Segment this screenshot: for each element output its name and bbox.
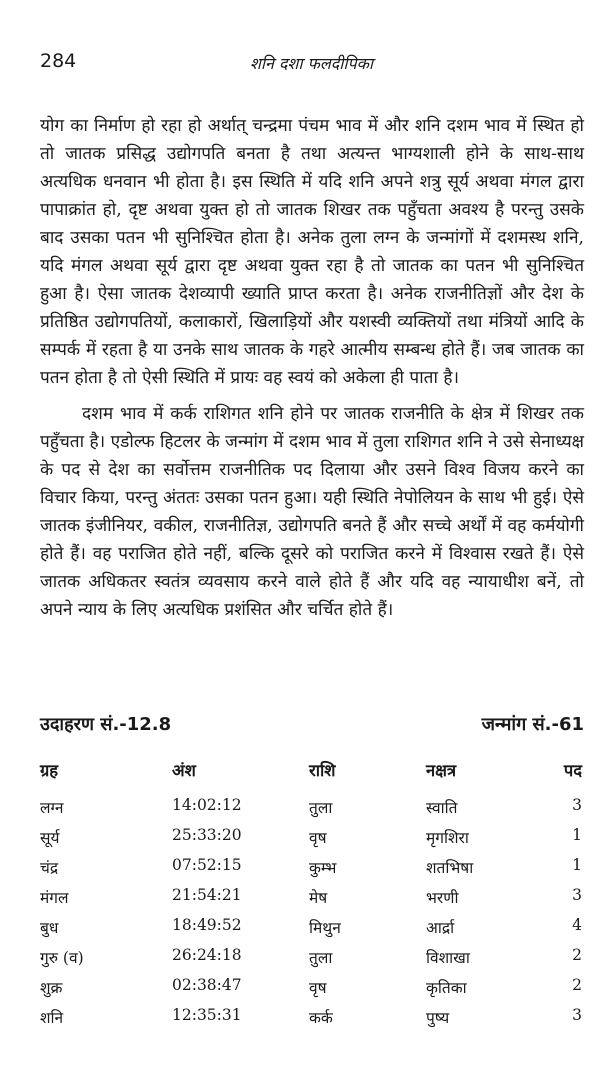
table-row	[40, 826, 588, 856]
cell-pada: 1	[572, 856, 582, 874]
table-row	[40, 916, 588, 946]
header-degree: अंश	[172, 761, 196, 780]
cell-planet: लग्न	[40, 799, 64, 817]
horoscope-number: जन्मांग सं.-61	[481, 714, 584, 735]
cell-pada: 1	[572, 826, 582, 844]
header-planet: ग्रह	[40, 761, 59, 780]
cell-planet: चंद्र	[40, 859, 59, 877]
cell-sign: कर्क	[309, 1009, 333, 1027]
cell-planet: शनि	[40, 1009, 64, 1027]
paragraph: दशम भाव में कर्क राशिगत शनि होने पर जातक राजनीति के क्षेत्र में शिखर तक पहुँचता है। एडोल्फ हिटलर के जन्मांग में दशम भाव में तुला राशिगत शनि ने उसे सेनाध्यक्ष के पद से देश का सर्वोत्तम राजनीतिक पद दिलाया और उसने विश्व विजय करने का विचार किया, परन्तु अंततः उसका पतन हुआ। यही स्थिति नेपोलियन के साथ भी हुई। ऐसे जातक इंजीनियर, वकील, राजनीतिज्ञ, उद्योगपति बनते हैं और सच्चे अर्थों में वह कर्मयोगी होते हैं। वह पराजित होते नहीं, बल्कि दूसरे को पराजित करने में विश्वास रखते हैं। ऐसे जातक अधिकतर स्वतंत्र व्यवसाय करने वाले होते हैं और यदि वह न्यायाधीश बनें, तो अपने न्याय के लिए अत्यधिक प्रशंसित और चर्चित होते हैं।	[40, 404, 584, 620]
header-sign: राशि	[309, 761, 336, 780]
cell-pada: 2	[572, 946, 582, 964]
running-title: शनि दशा फलदीपिका	[249, 54, 374, 73]
cell-degree: 14:02:12	[172, 796, 242, 814]
cell-sign: तुला	[309, 799, 333, 817]
table-row	[40, 976, 588, 1006]
cell-nakshatra: भरणी	[426, 889, 459, 907]
cell-nakshatra: शतभिषा	[426, 859, 474, 877]
cell-degree: 02:38:47	[172, 976, 242, 994]
cell-degree: 21:54:21	[172, 886, 242, 904]
cell-degree: 07:52:15	[172, 856, 242, 874]
table-header-row	[40, 758, 588, 796]
cell-pada: 3	[572, 796, 582, 814]
header-nakshatra: नक्षत्र	[426, 761, 457, 780]
cell-nakshatra: पुष्य	[426, 1009, 450, 1027]
example-number: उदाहरण सं.-12.8	[40, 714, 172, 735]
cell-nakshatra: विशाखा	[426, 949, 470, 967]
cell-nakshatra: मृगशिरा	[426, 829, 469, 847]
cell-planet: मंगल	[40, 889, 69, 907]
cell-planet: शुक्र	[40, 979, 63, 997]
page-header	[40, 50, 583, 80]
header-pada: पद	[563, 761, 582, 780]
cell-degree: 26:24:18	[172, 946, 242, 964]
paragraph: योग का निर्माण हो रहा हो अर्थात् चन्द्रमा पंचम भाव में और शनि दशम भाव में स्थित हो तो जातक प्रसिद्ध उद्योगपति बनता है तथा अत्यन्त भाग्यशाली होने के साथ-साथ अत्यधिक धनवान भी होता है। इस स्थिति में यदि शनि अपने शत्रु सूर्य अथवा मंगल द्वारा पापाक्रांत हो, दृष्ट अथवा युक्त हो तो जातक शिखर तक पहुँचता अवश्य है परन्तु उसके बाद उसका पतन भी सुनिश्चित होता है। अनेक तुला लग्न के जन्मांगों में दशमस्थ शनि, यदि मंगल अथवा सूर्य द्वारा दृष्ट अथवा युक्त रहा है तो जातक का पतन भी सुनिश्चित हुआ है। ऐसा जातक देशव्यापी ख्याति प्राप्त करता है। अनेक राजनीतिज्ञों और देश के प्रतिष्ठित उद्योगपतियों, कलाकारों, खिलाड़ियों और यशस्वी व्यक्तियों तथा मंत्रियों आदि के सम्पर्क में रहता है या उनके साथ जातक के गहरे आत्मीय सम्बन्ध होते हैं। जब जातक का पतन होता है तो ऐसी स्थिति में प्रायः वह स्वयं को अकेला ही पाता है।	[40, 116, 584, 388]
cell-pada: 4	[572, 916, 582, 934]
example-heading	[40, 712, 584, 742]
table-row	[40, 1006, 588, 1036]
cell-sign: तुला	[309, 949, 333, 967]
cell-sign: वृष	[309, 829, 327, 847]
table-row	[40, 946, 588, 976]
cell-planet: बुध	[40, 919, 59, 937]
cell-sign: मेष	[309, 889, 328, 907]
cell-nakshatra: आर्द्रा	[426, 919, 455, 937]
cell-degree: 25:33:20	[172, 826, 242, 844]
cell-degree: 18:49:52	[172, 916, 242, 934]
cell-sign: वृष	[309, 979, 327, 997]
page-number: 284	[40, 50, 77, 72]
cell-nakshatra: स्वाति	[426, 799, 458, 817]
body-text	[40, 112, 584, 624]
cell-sign: कुम्भ	[309, 859, 337, 877]
cell-planet: गुरु (व)	[40, 949, 84, 967]
table-row	[40, 856, 588, 886]
cell-planet: सूर्य	[40, 829, 60, 847]
cell-pada: 2	[572, 976, 582, 994]
cell-nakshatra: कृतिका	[426, 979, 467, 997]
table-row	[40, 886, 588, 916]
cell-pada: 3	[572, 1006, 582, 1024]
cell-sign: मिथुन	[309, 919, 341, 937]
planet-position-table	[40, 758, 588, 1036]
table-row	[40, 796, 588, 826]
cell-pada: 3	[572, 886, 582, 904]
cell-degree: 12:35:31	[172, 1006, 242, 1024]
